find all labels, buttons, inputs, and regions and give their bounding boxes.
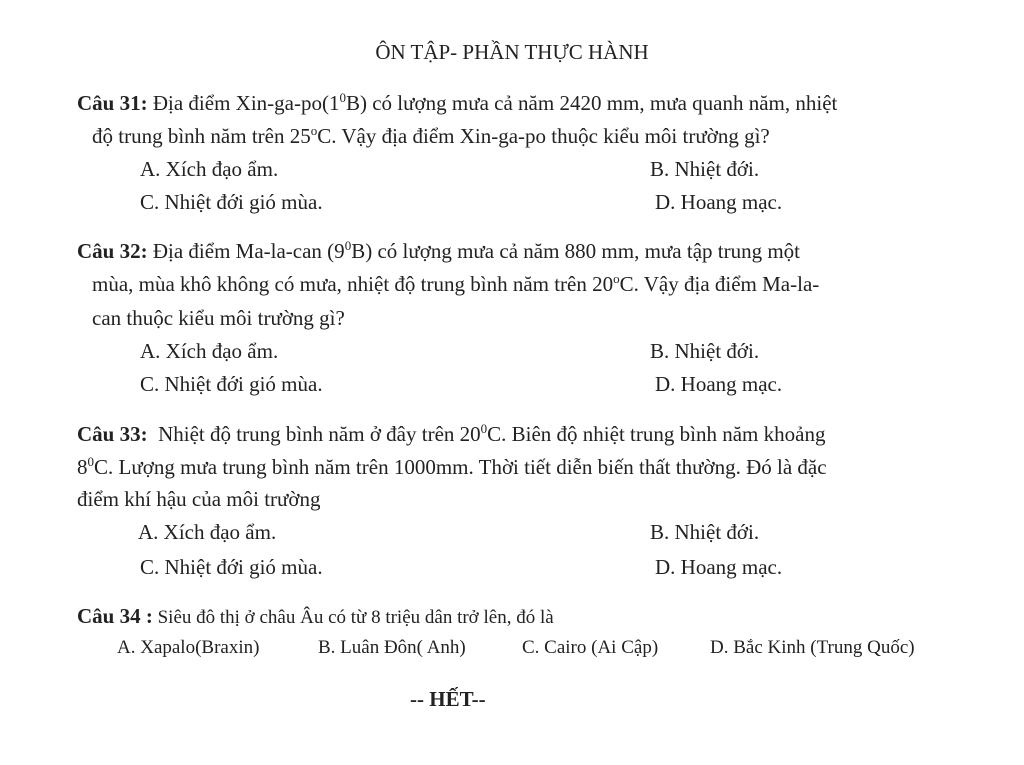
question-31-option-c: C. Nhiệt đới gió mùa.: [140, 190, 323, 214]
question-32-line-2: mùa, mùa khô không có mưa, nhiệt độ trung bình năm trên 20$^o$C. Vậy địa điểm Ma-la-: [92, 271, 820, 296]
question-31-option-a: A. Xích đạo ẩm.: [140, 157, 279, 181]
question-31-line-1: Câu 31: Địa điểm Xin-$ga-po(1^0B)$ có lượng mưa cả năm 2420 mm, mưa quanh năm, nhiệt: [77, 90, 838, 115]
question-34-label: Câu 34 :: [77, 604, 153, 628]
question-31-line-2: độ trung bình năm trên 25$^o$C. Vậy địa điểm Xin-ga-po thuộc kiểu môi trường gì?: [92, 123, 770, 148]
question-31-label: Câu 31:: [77, 91, 148, 115]
question-31-option-b: B. Nhiệt đới.: [650, 157, 760, 181]
question-33-option-b: B. Nhiệt đới.: [650, 520, 760, 544]
question-32-option-c: C. Nhiệt đới gió mùa.: [140, 372, 323, 396]
question-33-option-c: C. Nhiệt đới gió mùa.: [140, 555, 323, 579]
question-32-line-1: Câu 32: Địa điểm Ma-la-can $(9^0B)$ có lượng mưa cả năm 880 mm, mưa tập trung một: [77, 238, 801, 263]
question-33-option-d: D. Hoang mạc.: [655, 555, 783, 579]
question-33-line-1: Câu 33: Nhiệt độ trung bình năm ở đây trên $20^0C$. Biên độ nhiệt trung bình năm khoảng: [77, 421, 826, 446]
question-33-option-a: A. Xích đạo ẩm.: [138, 520, 277, 544]
question-34-option-a: A. Xapalo(Braxin): [117, 637, 260, 658]
end-marker: -- HẾT--: [410, 687, 486, 711]
question-33-label: Câu 33:: [77, 422, 148, 446]
question-33-line-2: $8^0C$. Lượng mưa trung bình năm trên 1000mm. Thời tiết diễn biến thất thường. Đó là đặc: [77, 454, 827, 479]
page-title: ÔN TẬP- PHẦN THỰC HÀNH: [375, 40, 649, 64]
question-32-option-a: A. Xích đạo ẩm.: [140, 339, 279, 363]
question-32-label: Câu 32:: [77, 239, 148, 263]
question-34-option-c: C. Cairo (Ai Cập): [522, 637, 659, 658]
question-31-option-d: D. Hoang mạc.: [655, 190, 783, 214]
question-34-line-1: Câu 34 : Siêu đô thị ở châu Âu có từ 8 triệu dân trở lên, đó là: [77, 604, 554, 628]
question-32-option-b: B. Nhiệt đới.: [650, 339, 760, 363]
question-32-option-d: D. Hoang mạc.: [655, 372, 783, 396]
question-34-option-d: D. Bắc Kinh (Trung Quốc): [710, 637, 915, 658]
question-33-line-3: điểm khí hậu của môi trường: [77, 487, 321, 511]
question-32-line-3: can thuộc kiểu môi trường gì?: [92, 306, 345, 330]
question-34-option-b: B. Luân Đôn( Anh): [318, 637, 466, 658]
